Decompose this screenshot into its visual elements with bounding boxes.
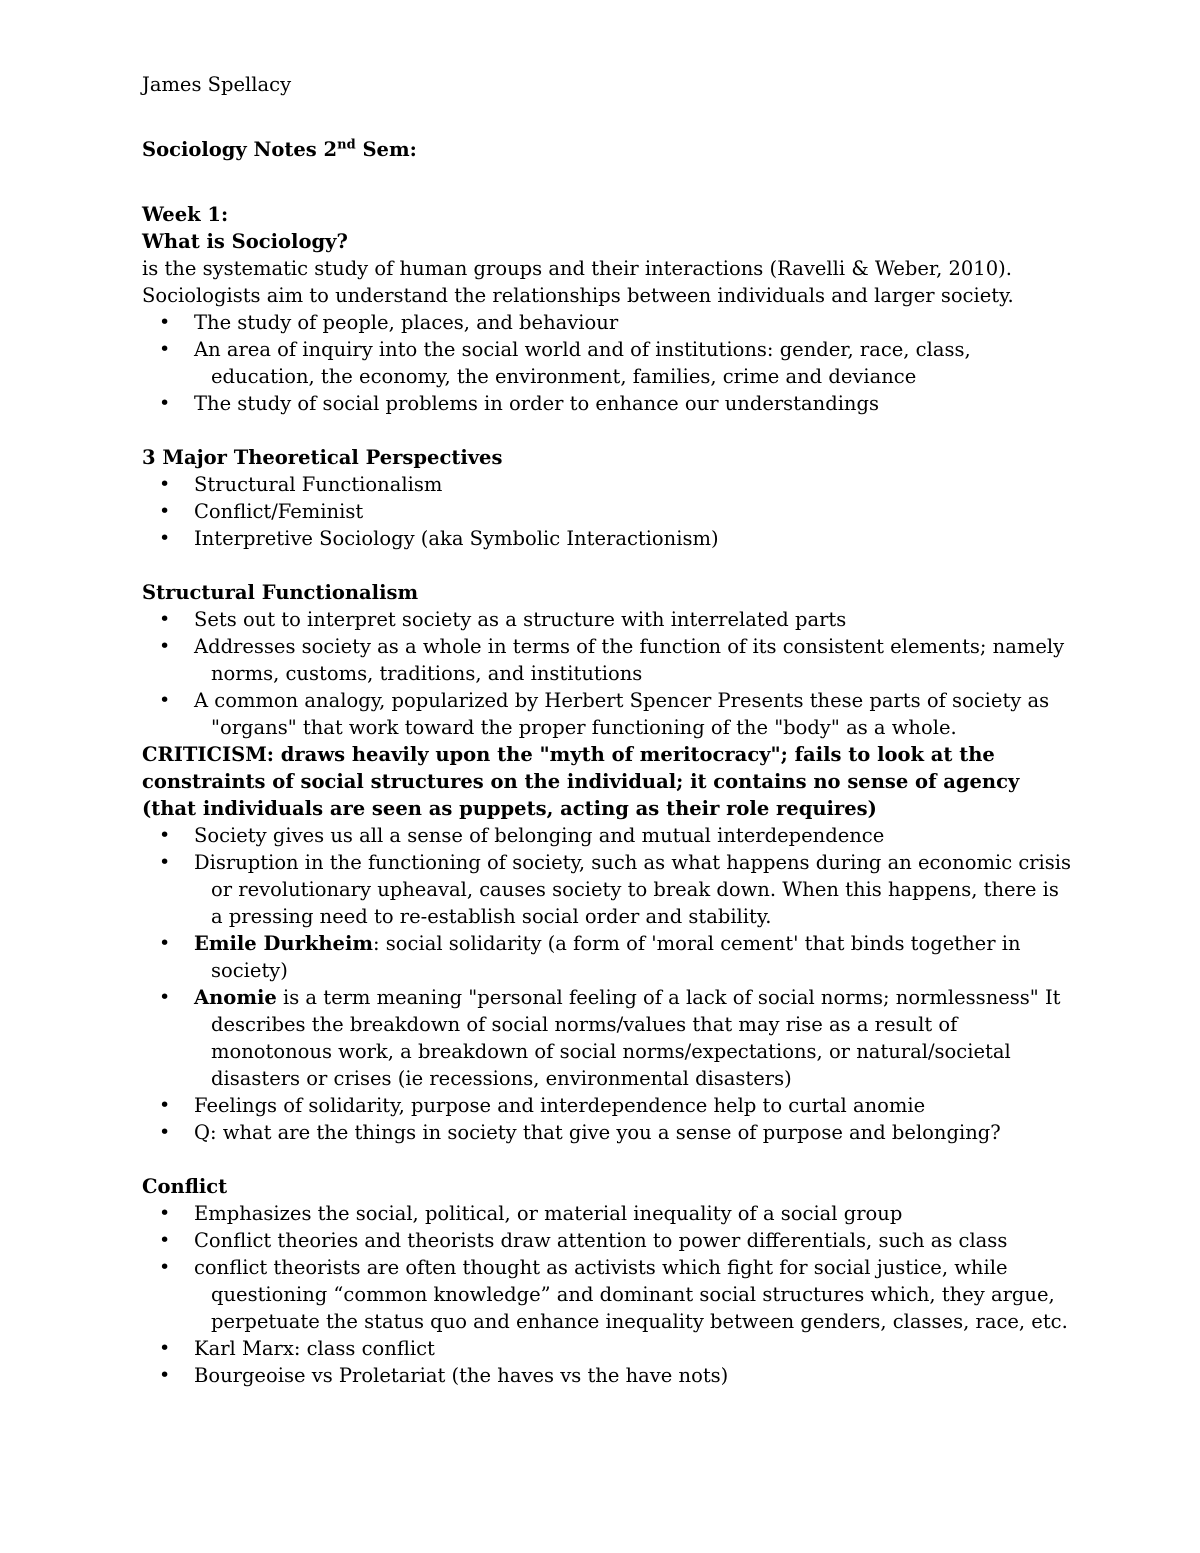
title-text: Sociology Notes 2 <box>142 138 338 161</box>
bullet-icon: • <box>159 473 171 495</box>
list-item <box>142 606 1072 633</box>
list-item <box>142 498 1072 525</box>
definition-line: is the systematic study of human groups and their interactions (Ravelli & Weber, 2010). <box>142 257 1012 280</box>
list-item-text: conflict theorists are often thought as activists which fight for social justice, while questioning “common knowledge” and dominant social structures which, they argue, perpetuate the status quo and enhance inequality between genders, classes, race, etc. <box>194 1256 1068 1333</box>
author-name: James Spellacy <box>142 73 292 96</box>
list-item <box>142 309 1072 336</box>
list-item <box>142 1119 1072 1146</box>
list-item-text: Karl Marx: class conflict <box>194 1337 435 1360</box>
title-superscript: nd <box>337 137 356 153</box>
list-item <box>142 633 1072 687</box>
list-item-text: Conflict theories and theorists draw attention to power differentials, such as class <box>194 1229 1008 1252</box>
list-item-text: The study of social problems in order to enhance our understandings <box>194 392 879 415</box>
section-heading-conflict: Conflict <box>142 1175 228 1198</box>
list-item-text: Feelings of solidarity, purpose and interdependence help to curtal anomie <box>194 1094 926 1117</box>
document-title <box>142 136 1072 163</box>
bullet-list <box>142 309 1072 417</box>
bullet-icon: • <box>159 1121 171 1143</box>
list-item-text: Q: what are the things in society that give you a sense of purpose and belonging? <box>194 1121 1001 1144</box>
bullet-icon: • <box>159 1256 171 1278</box>
list-item-text: Bourgeoise vs Proletariat (the haves vs the have nots) <box>194 1364 729 1387</box>
bullet-icon: • <box>159 932 171 954</box>
bullet-icon: • <box>159 311 171 333</box>
definition-line: Sociologists aim to understand the relationships between individuals and larger society. <box>142 284 1014 307</box>
list-item-text: Addresses society as a whole in terms of the function of its consistent elements; namely norms, customs, traditions, and institutions <box>194 635 1065 685</box>
bullet-list <box>142 606 1072 741</box>
section-heading-structural: Structural Functionalism <box>142 581 419 604</box>
list-item <box>142 849 1072 930</box>
term-anomie: Anomie <box>194 986 277 1009</box>
term-durkheim: Emile Durkheim <box>194 932 374 955</box>
list-item-text: Disruption in the functioning of society, such as what happens during an economic crisis or revolutionary upheaval, causes society to break down. When this happens, there is a pressing need to re-establish social order and stability. <box>194 851 1072 928</box>
list-item <box>142 1092 1072 1119</box>
list-item-text: A common analogy, popularized by Herbert Spencer Presents these parts of society as "organs" that work toward the proper functioning of the "body" as a whole. <box>194 689 1050 739</box>
list-item-text: An area of inquiry into the social world and of institutions: gender, race, class, education, the economy, the environment, families, crime and deviance <box>194 338 971 388</box>
list-item-text: : social solidarity (a form of 'moral cement' that binds together in society) <box>211 932 1021 982</box>
list-item <box>142 525 1072 552</box>
list-item <box>142 390 1072 417</box>
bullet-icon: • <box>159 1337 171 1359</box>
bullet-icon: • <box>159 1229 171 1251</box>
bullet-icon: • <box>159 1202 171 1224</box>
list-item <box>142 1254 1072 1335</box>
section-heading-what-is: What is Sociology? <box>142 230 348 253</box>
list-item-text: Emphasizes the social, political, or material inequality of a social group <box>194 1202 903 1225</box>
bullet-icon: • <box>159 824 171 846</box>
list-item <box>142 984 1072 1092</box>
list-item <box>142 1362 1072 1389</box>
list-item-text: The study of people, places, and behaviour <box>194 311 619 334</box>
list-item-text: Structural Functionalism <box>194 473 443 496</box>
list-item <box>142 822 1072 849</box>
list-item-text: Interpretive Sociology (aka Symbolic Interactionism) <box>194 527 719 550</box>
list-item-text: Conflict/Feminist <box>194 500 364 523</box>
bullet-list <box>142 1200 1072 1389</box>
bullet-list <box>142 822 1072 1146</box>
list-item <box>142 336 1072 390</box>
bullet-icon: • <box>159 851 171 873</box>
list-item <box>142 471 1072 498</box>
bullet-list <box>142 471 1072 552</box>
criticism-paragraph: CRITICISM: draws heavily upon the "myth of meritocracy"; fails to look at the constraints of social structures on the individual; it contains no sense of agency (that individuals are seen as puppets, acting as their role requires) <box>142 743 1020 820</box>
list-item <box>142 1200 1072 1227</box>
bullet-icon: • <box>159 986 171 1008</box>
bullet-icon: • <box>159 1364 171 1386</box>
list-item-text: Sets out to interpret society as a structure with interrelated parts <box>194 608 847 631</box>
bullet-icon: • <box>159 689 171 711</box>
week-heading: Week 1: <box>142 203 229 226</box>
bullet-icon: • <box>159 1094 171 1116</box>
bullet-icon: • <box>159 392 171 414</box>
list-item <box>142 687 1072 741</box>
bullet-icon: • <box>159 338 171 360</box>
title-suffix: Sem: <box>355 138 417 161</box>
list-item <box>142 930 1072 984</box>
list-item <box>142 1227 1072 1254</box>
list-item-text: is a term meaning "personal feeling of a lack of social norms; normlessness" It describes the breakdown of social norms/values that may rise as a result of monotonous work, a breakdown of social norms/expectations, or natural/societal disasters or crises (ie recessions, environmental disasters) <box>211 986 1061 1090</box>
bullet-icon: • <box>159 635 171 657</box>
bullet-icon: • <box>159 500 171 522</box>
document-body <box>142 71 1072 1389</box>
bullet-icon: • <box>159 527 171 549</box>
list-item-text: Society gives us all a sense of belonging and mutual interdependence <box>194 824 885 847</box>
section-heading-perspectives: 3 Major Theoretical Perspectives <box>142 446 503 469</box>
list-item <box>142 1335 1072 1362</box>
bullet-icon: • <box>159 608 171 630</box>
